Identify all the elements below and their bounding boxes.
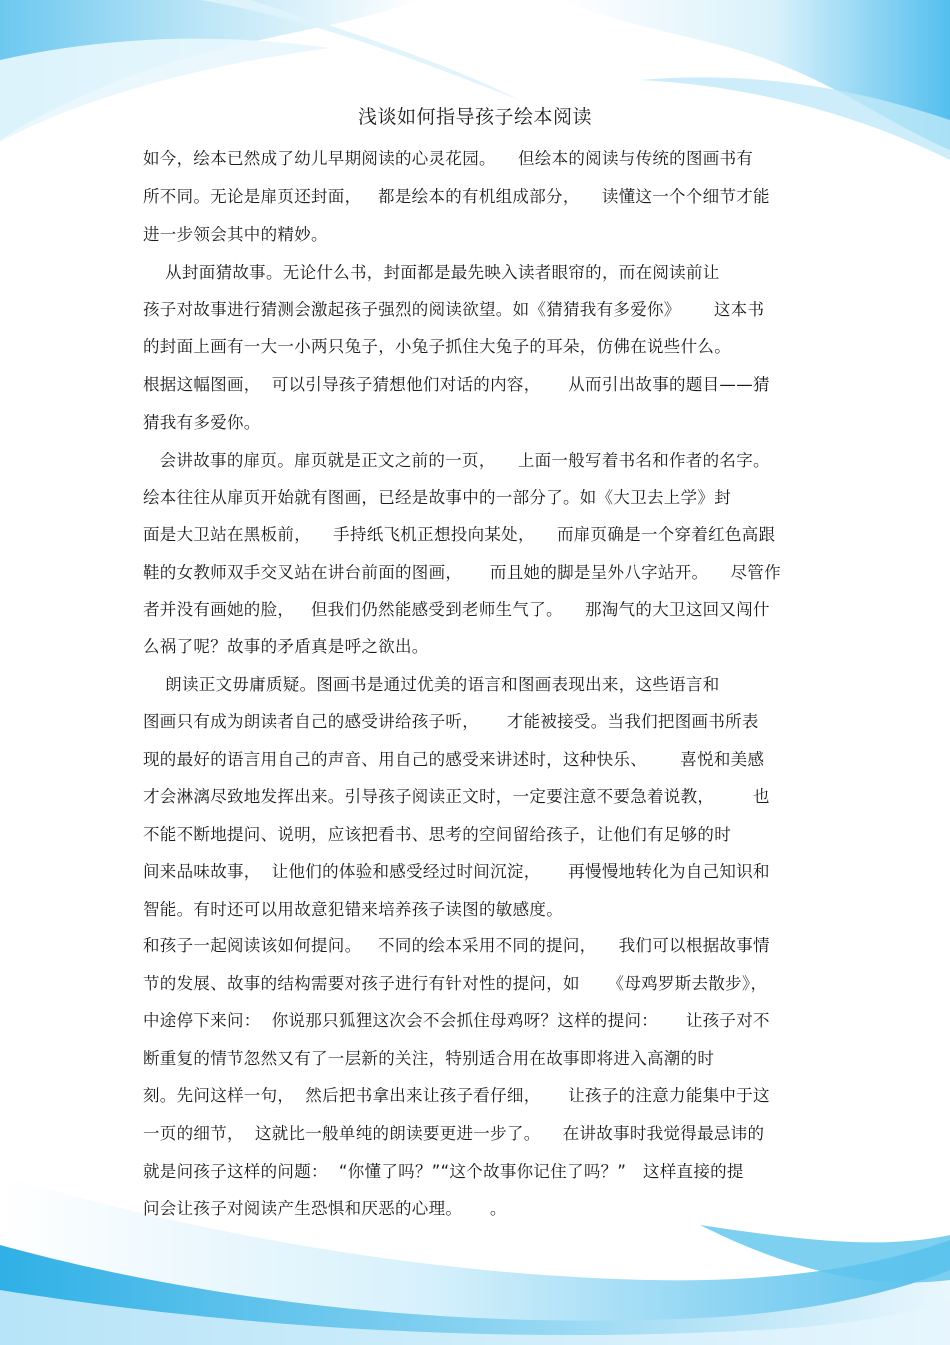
text-line: 断重复的情节忽然又有了一层新的关注，特别适合用在故事即将进入高潮的时	[143, 1049, 715, 1068]
document-title: 浅谈如何指导孩子绘本阅读	[357, 106, 592, 128]
text-line: 从封面猜故事。无论什么书，封面都是最先映入读者眼帘的，而在阅读前让	[143, 263, 720, 282]
text-line: 者并没有画她的脸， 但我们仍然能感受到老师生气了。 那淘气的大卫这回又闯什	[143, 600, 770, 619]
text-line: 图画只有成为朗读者自己的感受讲给孩子听， 才能被接受。当我们把图画书所表	[143, 712, 759, 731]
text-line: 才会淋漓尽致地发挥出来。引导孩子阅读正文时，一定要注意不要急着说教， 也	[143, 787, 770, 806]
text-line: 所不同。无论是扉页还封面， 都是绘本的有机组成部分， 读懂这一个个细节才能	[143, 187, 770, 206]
text-line: 孩子对故事进行猜测会激起孩子强烈的阅读欲望。如《猜猜我有多爱你》 这本书	[143, 300, 765, 319]
text-line: 鞋的女教师双手交叉站在讲台前面的图画， 而且她的脚是呈外八字站开。 尽管作	[143, 563, 781, 582]
text-line: 会讲故事的扉页。扉页就是正文之前的一页， 上面一般写着书名和作者的名字。	[143, 451, 770, 470]
text-line: 么祸了呢？故事的矛盾真是呼之欲出。	[143, 637, 429, 656]
text-line: 如今，绘本已然成了幼儿早期阅读的心灵花园。 但绘本的阅读与传统的图画书有	[143, 149, 754, 168]
text-line: 智能。有时还可以用故意犯错来培养孩子读图的敏感度。	[143, 900, 563, 919]
text-line: 朗读正文毋庸质疑。图画书是通过优美的语言和图画表现出来，这些语言和	[143, 675, 720, 694]
text-line: 不能不断地提问、说明，应该把看书、思考的空间留给孩子，让他们有足够的时	[143, 825, 731, 844]
text-line: 进一步领会其中的精妙。	[143, 225, 328, 244]
text-line: 刻。先问这样一句， 然后把书拿出来让孩子看仔细， 让孩子的注意力能集中于这	[143, 1086, 770, 1105]
text-line: 根据这幅图画， 可以引导孩子猜想他们对话的内容， 从而引出故事的题目——猜	[143, 375, 770, 394]
text-line: 节的发展、故事的结构需要对孩子进行有针对性的提问，如 《母鸡罗斯去散步》，	[143, 974, 768, 993]
text-line: 一页的细节， 这就比一般单纯的朗读要更进一步了。 在讲故事时我觉得最忌讳的	[143, 1124, 765, 1143]
text-line: 绘本往往从扉页开始就有图画，已经是故事中的一部分了。如《大卫去上学》封	[143, 488, 731, 507]
text-line: 问会让孩子对阅读产生恐惧和厌恶的心理。 。	[143, 1199, 507, 1218]
text-line: 猜我有多爱你。	[143, 413, 261, 432]
text-line: 和孩子一起阅读该如何提问。 不同的绘本采用不同的提问， 我们可以根据故事情	[143, 936, 770, 955]
text-line: 的封面上画有一大一小两只兔子，小兔子抓住大兔子的耳朵，仿佛在说些什么。	[143, 337, 731, 356]
text-line: 间来品味故事， 让他们的体验和感受经过时间沉淀， 再慢慢地转化为自己知识和	[143, 862, 770, 881]
text-line: 就是问孩子这样的问题： “你懂了吗？”“这个故事你记住了吗？” 这样直接的提	[143, 1162, 744, 1181]
text-line: 面是大卫站在黑板前， 手持纸飞机正想投向某处， 而扉页确是一个穿着红色高跟	[143, 525, 776, 544]
text-line: 现的最好的语言用自己的声音、用自己的感受来讲述时，这种快乐、 喜悦和美感	[143, 750, 765, 769]
text-line: 中途停下来问： 你说那只狐狸这次会不会抓住母鸡呀？这样的提问： 让孩子对不	[143, 1011, 770, 1030]
